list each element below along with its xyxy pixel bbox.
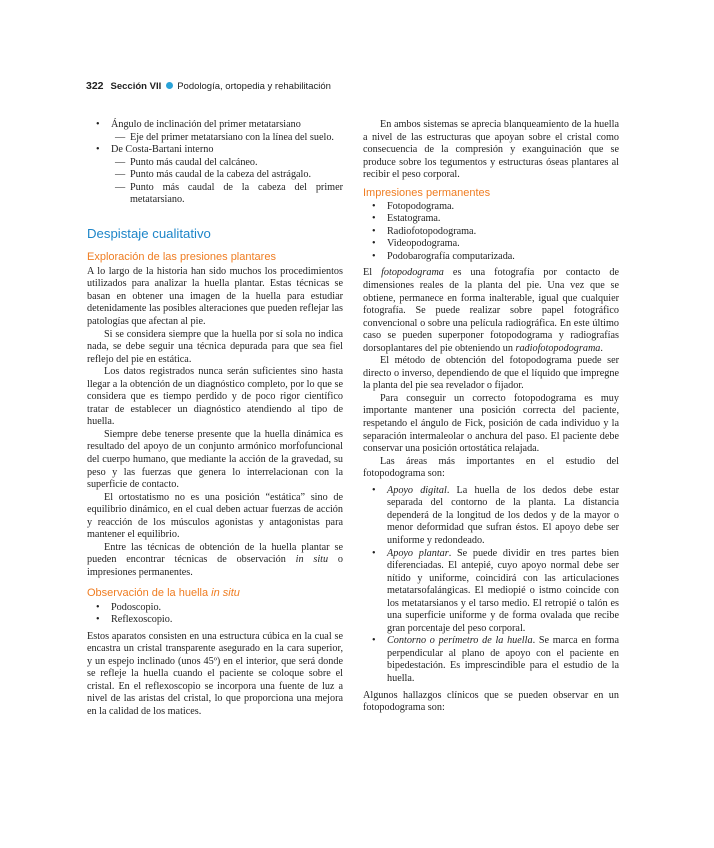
paragraph: En ambos sistemas se aprecia blanqueamiento de la huella a nivel de las estructuras que apoyan sobre el cristal como consecuencia de la compresión y exanguinación que se produce sobre los tegumentos y estructuras óseas plantares al recibir el peso corporal. xyxy=(363,119,619,181)
italic-term: Contorno o perímetro de la huella xyxy=(387,635,533,647)
list-item: • Podoscopio. xyxy=(87,602,343,615)
paragraph: Las áreas más importantes en el estudio del fotopodograma son: xyxy=(363,455,619,480)
paragraph: Los datos registrados nunca serán suficientes sino hasta llegar a la obtención de un diagnóstico completo, por lo que se considera que es tiempo perdido y de poco rigor científico tratar de establecer un diagnóstico atendiendo al tipo de huella. xyxy=(87,366,343,428)
list-item: • De Costa-Bartani interno xyxy=(87,144,343,157)
list-item: • Radiofotopodograma. xyxy=(363,226,619,239)
text-run: o impresiones permanentes. xyxy=(87,554,344,578)
page-number: 322 xyxy=(86,80,104,92)
list-item: • Podobarografía computarizada. xyxy=(363,251,619,264)
sub-list-item: — Punto más caudal del calcáneo. xyxy=(87,157,343,170)
heading-impresiones: Impresiones permanentes xyxy=(363,186,491,199)
left-column xyxy=(87,119,343,718)
list-item: • Contorno o perímetro de la huella. Se marca en forma perpendicular al plano de apoyo con el paciente en bipedestación. Es imprescindible para el estudio de la huella. xyxy=(363,635,619,685)
paragraph: Si se considera siempre que la huella por sí sola no indica nada, se debe seguir una técnica depurada para que sea fiel reflejo del pie en estática. xyxy=(87,328,343,365)
paragraph: Para conseguir un correcto fotopodograma es muy importante mantener una posición correcta del paciente, respetando el ángulo de Fick, posición de cada individuo y la separación intermaleolar o anchura del paso. El paciente debe conservar una posición ortostática relajada. xyxy=(363,392,619,455)
right-column xyxy=(363,119,619,715)
text-run: El xyxy=(363,267,373,279)
section-subtitle: Podología, ortopedia y rehabilitación xyxy=(177,81,331,92)
italic-term: in situ xyxy=(295,554,329,566)
heading-despistaje: Despistaje cualitativo xyxy=(87,225,211,241)
sub-list-item: — Punto más caudal de la cabeza del primer metatarsiano. xyxy=(87,182,343,207)
text-run: es una fotografía por contacto de dimensiones reales de la planta del pie. Una vez que se obtiene, permanece en forma inalterable, igual que cualquier fotografía. Se puede realizar sobre papel fotográfico convencional o sobre una película radiográfica. En este último caso se pueden superponer fotopodograma y radiografías dorsoplantares del pie obteniendo un xyxy=(363,267,620,354)
text-run: Entre las técnicas de obtención de la huella plantar se pueden encontrar técnicas de observación xyxy=(87,541,343,566)
italic-term: Apoyo plantar xyxy=(387,547,449,559)
italic-term: fotopodograma xyxy=(381,267,444,279)
paragraph xyxy=(87,542,343,580)
paragraph: Siempre debe tenerse presente que la huella dinámica es resultado del apoyo de un conjunto armónico morfofuncional del cuerpo humano, que mediante la acción de la gravedad, su peso y las fuerzas que genera lo interrelacionan con la superficie de contacto. xyxy=(87,428,343,491)
list-item: • Estatograma. xyxy=(363,213,619,226)
text-run: . xyxy=(600,342,603,354)
paragraph: El ortostatismo no es una posición “estática” sino de equilibrio dinámico, en el cual deben actuar fuerzas de acción y reacción de los músculos agonistas y antagonistas para mantener el equilibrio. xyxy=(87,491,343,541)
list-item: • Reflexoscopio. xyxy=(87,614,343,627)
section-dot-icon xyxy=(166,82,173,89)
list-item: • Fotopodograma. xyxy=(363,201,619,214)
sub-list-item: — Punto más caudal de la cabeza del astrágalo. xyxy=(87,169,343,182)
list-item: • Videopodograma. xyxy=(363,238,619,251)
heading-text: Observación de la huella xyxy=(87,586,209,599)
paragraph: Algunos hallazgos clínicos que se pueden observar en un fotopodograma son: xyxy=(363,689,619,714)
sub-list-item: — Eje del primer metatarsiano con la línea del suelo. xyxy=(87,132,343,145)
list-item: • Ángulo de inclinación del primer metatarsiano xyxy=(87,119,343,132)
text-run: Se puede dividir en tres partes bien diferenciadas. El antepié, cuyo apoyo normal debe ser nítido y uniforme, coincidirá con las articulaciones metatarsofalángicas. El mediopié o istmo coincide con los metatarsianos y el tarso medio. El retropié o talón es una superficie uniforme y de forma ovalada que recibe gran porcentaje del peso corporal. xyxy=(387,547,620,634)
paragraph: Estos aparatos consisten en una estructura cúbica en la cual se encastra un cristal transparente asegurado en la cara superior, y un espejo inclinado (unos 45º) en el interior, que será donde se refleje la huella cuando el paciente se coloque sobre el cristal. En el reflexoscopio se incorpora una fuente de luz a nivel de las aristas del cristal, lo que proporciona una mejora en la calidad de los matices. xyxy=(87,630,343,717)
heading-observacion xyxy=(87,586,343,600)
italic-term: Apoyo digital xyxy=(387,484,447,496)
text-run: Se marca en forma perpendicular al plano de apoyo con el paciente en bipedestación. Es imprescindible para el estudio de la huella. xyxy=(387,635,619,684)
paragraph: A lo largo de la historia han sido muchos los procedimientos utilizados para analizar la huella plantar. Estas técnicas se basan en obtener una imagen de la huella para estudiar detenidamente las posibles alteraciones que pueden reflejar las patologías que afectan al pie. xyxy=(87,265,343,328)
section-label: Sección VII xyxy=(110,81,162,92)
paragraph: El método de obtención del fotopodograma puede ser directo o inverso, dependiendo de que el líquido que impregne la planta del pie sea revelador o fijador. xyxy=(363,355,619,392)
heading-italic: in situ xyxy=(211,586,240,599)
list-item: • Apoyo digital. La huella de los dedos debe estar separada del contorno de la planta. La distancia dependerá de la longitud de los dedos y de la mayor o menor deformidad que sufran éstos. El apoyo debe ser uniforme y redondeado. xyxy=(363,485,619,548)
page-header xyxy=(86,80,331,92)
paragraph xyxy=(363,267,619,355)
heading-exploracion: Exploración de las presiones plantares xyxy=(87,250,276,263)
italic-term: radiofotopodograma xyxy=(515,342,601,354)
text-run: La huella de los dedos debe estar separada del contorno de la planta. La distancia dependerá de la longitud de los dedos y de la mayor o menor deformidad que sufran éstos. El apoyo debe ser uniforme y redondeado. xyxy=(387,484,619,546)
list-item: • Apoyo plantar. Se puede dividir en tres partes bien diferenciadas. El antepié, cuyo apoyo normal debe ser nítido y uniforme, coincidirá con las articulaciones metatarsofalángicas. El mediopié o istmo coincide con los metatarsianos y el tarso medio. El retropié o talón es una superficie uniforme y de forma ovalada que recibe gran porcentaje del peso corporal. xyxy=(363,548,619,636)
